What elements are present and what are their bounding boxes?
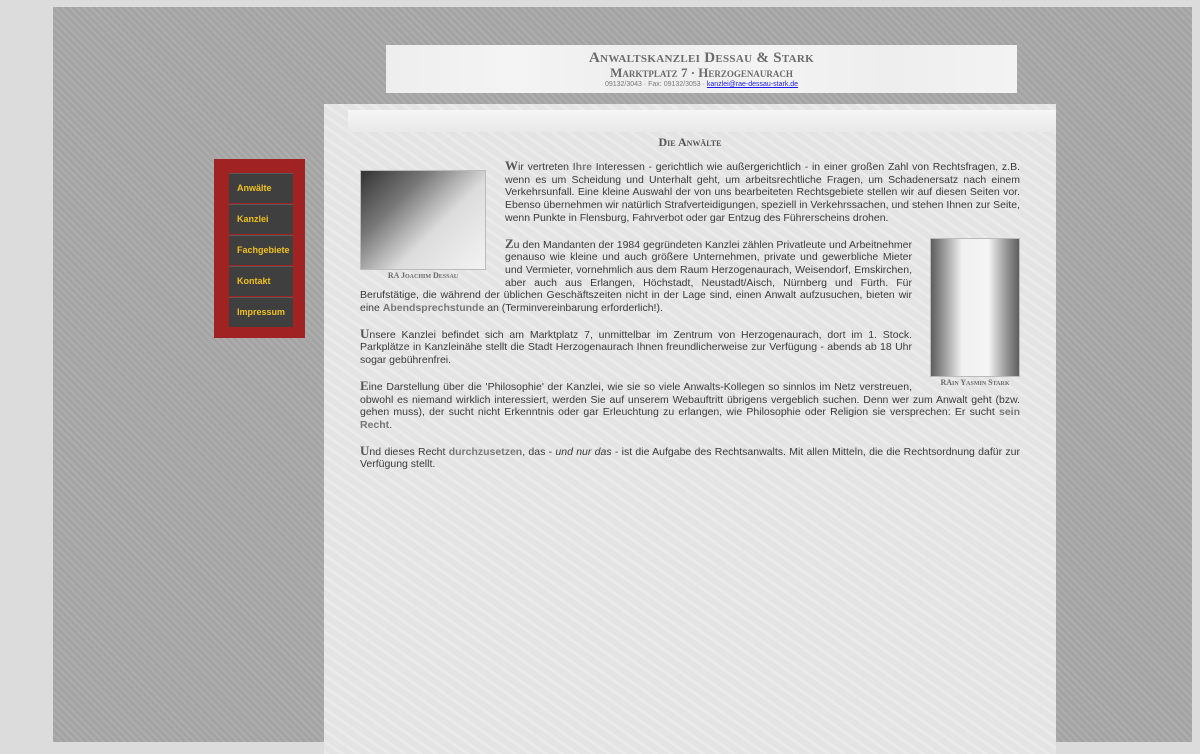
italic-text: und nur das bbox=[555, 445, 612, 458]
caption-joachim-dessau: RA Joachim Dessau bbox=[387, 271, 459, 280]
drop-cap: U bbox=[360, 442, 370, 458]
paragraph-text: ine Darstellung über die 'Philosophie' der Kanzlei, wie sie so viele Anwalts-Kollegen so sinnlos im Netz verstreuen, obwohl es niemand wirklich interessiert, werden Sie auf unserem Webauftritt übrigens vergeblich suchen. Denn wer zum Anwalt geht (bzw. gehen muss), der sucht nicht Erkenntnis oder gar Erleuchtung zu erlangen, wie Philosophie oder Religion sie versprechen: Er sucht bbox=[360, 380, 1020, 419]
main-navigation bbox=[214, 159, 305, 338]
paragraph-text: an (Terminvereinbarung erforderlich!). bbox=[484, 302, 663, 315]
paragraph-text: u den Mandanten der 1984 gegründeten Kanzlei zählen Privatleute und Arbeitnehmer genauso wie kleine und auch größere Unternehmen, private und gewerbliche Mieter und Vermieter, vornehmlich aus dem Raum Herzogenaurach, Weisendorf, Emskirchen, aber auch aus Erlangen, Höchstadt, Neustadt/Aisch, Nürnberg und Fürth. Für Berufstätige, die während der üblichen Geschäftszeiten nicht in der Lage sind, einen Anwalt aufzusuchen, bieten wir eine bbox=[360, 238, 912, 315]
paragraph-text: . bbox=[389, 418, 393, 431]
paragraph-5 bbox=[360, 442, 1020, 471]
figure-dessau bbox=[360, 170, 486, 281]
drop-cap: Z bbox=[505, 235, 514, 251]
drop-cap: W bbox=[505, 158, 518, 173]
nav-item-anwaelte[interactable]: Anwälte bbox=[229, 173, 293, 203]
drop-cap: U bbox=[360, 325, 370, 341]
phone-fax: 09132/3043 · Fax: 09132/3053 · bbox=[604, 81, 707, 88]
emphasis: durchzusetzen bbox=[448, 445, 523, 458]
paragraph-text: Interessen - gerichtlich wie außergerichtlich - in einer großen Zahl von Rechtsfragen, z.B. wenn es um Scheidung und Unterhalt geht, um arbeitsrechtliche Fragen, um Schadenersatz nach einem Verkehrsunfall. Eine kleine Auswahl der von uns bearbeiteten Rechtsgebiete stellen wir auf diesen Seiten vor. Ebenso übernehmen wir natürlich Strafverteidigungen, speziell in Verkehrssachen, und stehen Ihnen zur Seite, wenn Punkte in Flensburg, Fahrverbot oder gar Entzug des Führerscheins drohen. bbox=[505, 161, 1020, 224]
email-link[interactable]: kanzlei@rae-dessau-stark.de bbox=[706, 81, 799, 88]
figure-stark bbox=[930, 238, 1020, 388]
paragraph-text: - ist die Aufgabe des Rechtsanwalts. Mit allen Mitteln, die die Rechtsordnung dafür zur Verfügung stellt. bbox=[360, 445, 1020, 471]
nav-item-kontakt[interactable]: Kontakt bbox=[229, 266, 293, 296]
firm-name: Anwaltskanzlei Dessau & Stark bbox=[588, 50, 815, 66]
paragraph-text: , das - bbox=[522, 445, 556, 458]
article bbox=[360, 160, 1020, 484]
content-top-bar bbox=[348, 110, 1056, 132]
emphasis: Ihre bbox=[572, 161, 593, 173]
nav-item-impressum[interactable]: Impressum bbox=[229, 297, 293, 327]
nav-item-kanzlei[interactable]: Kanzlei bbox=[229, 204, 293, 234]
content-panel bbox=[324, 104, 1056, 754]
paragraph-text: ir vertreten bbox=[518, 161, 573, 173]
contact-line bbox=[386, 80, 1017, 90]
paragraph-text: nsere Kanzlei befindet sich am Marktplatz 7, unmittelbar im Zentrum von Herzogenaurach, dort im 1. Stock. Parkplätze in Kanzleinähe stellt die Stadt Herzogenaurach Ihnen freundlicherweise zur Verfügung - abends ab 18 Uhr sogar gebührenfrei. bbox=[360, 328, 912, 367]
paragraph-4 bbox=[360, 377, 1020, 432]
photo-joachim-dessau bbox=[360, 170, 486, 270]
emphasis: Abendsprechstunde bbox=[382, 302, 485, 315]
emphasis: sein Recht bbox=[360, 406, 1020, 431]
caption-yasmin-stark: RAin Yasmin Stark bbox=[940, 377, 1010, 387]
page-title: Die Anwälte bbox=[658, 135, 722, 149]
paragraph-3 bbox=[360, 325, 1020, 367]
site-header bbox=[386, 45, 1017, 93]
paragraph-text: nd dieses Recht bbox=[369, 445, 449, 458]
drop-cap: E bbox=[360, 377, 369, 393]
nav-item-fachgebiete[interactable]: Fachgebiete bbox=[229, 235, 293, 265]
photo-yasmin-stark bbox=[930, 238, 1020, 377]
firm-address: Marktplatz 7 · Herzogenaurach bbox=[610, 65, 793, 80]
